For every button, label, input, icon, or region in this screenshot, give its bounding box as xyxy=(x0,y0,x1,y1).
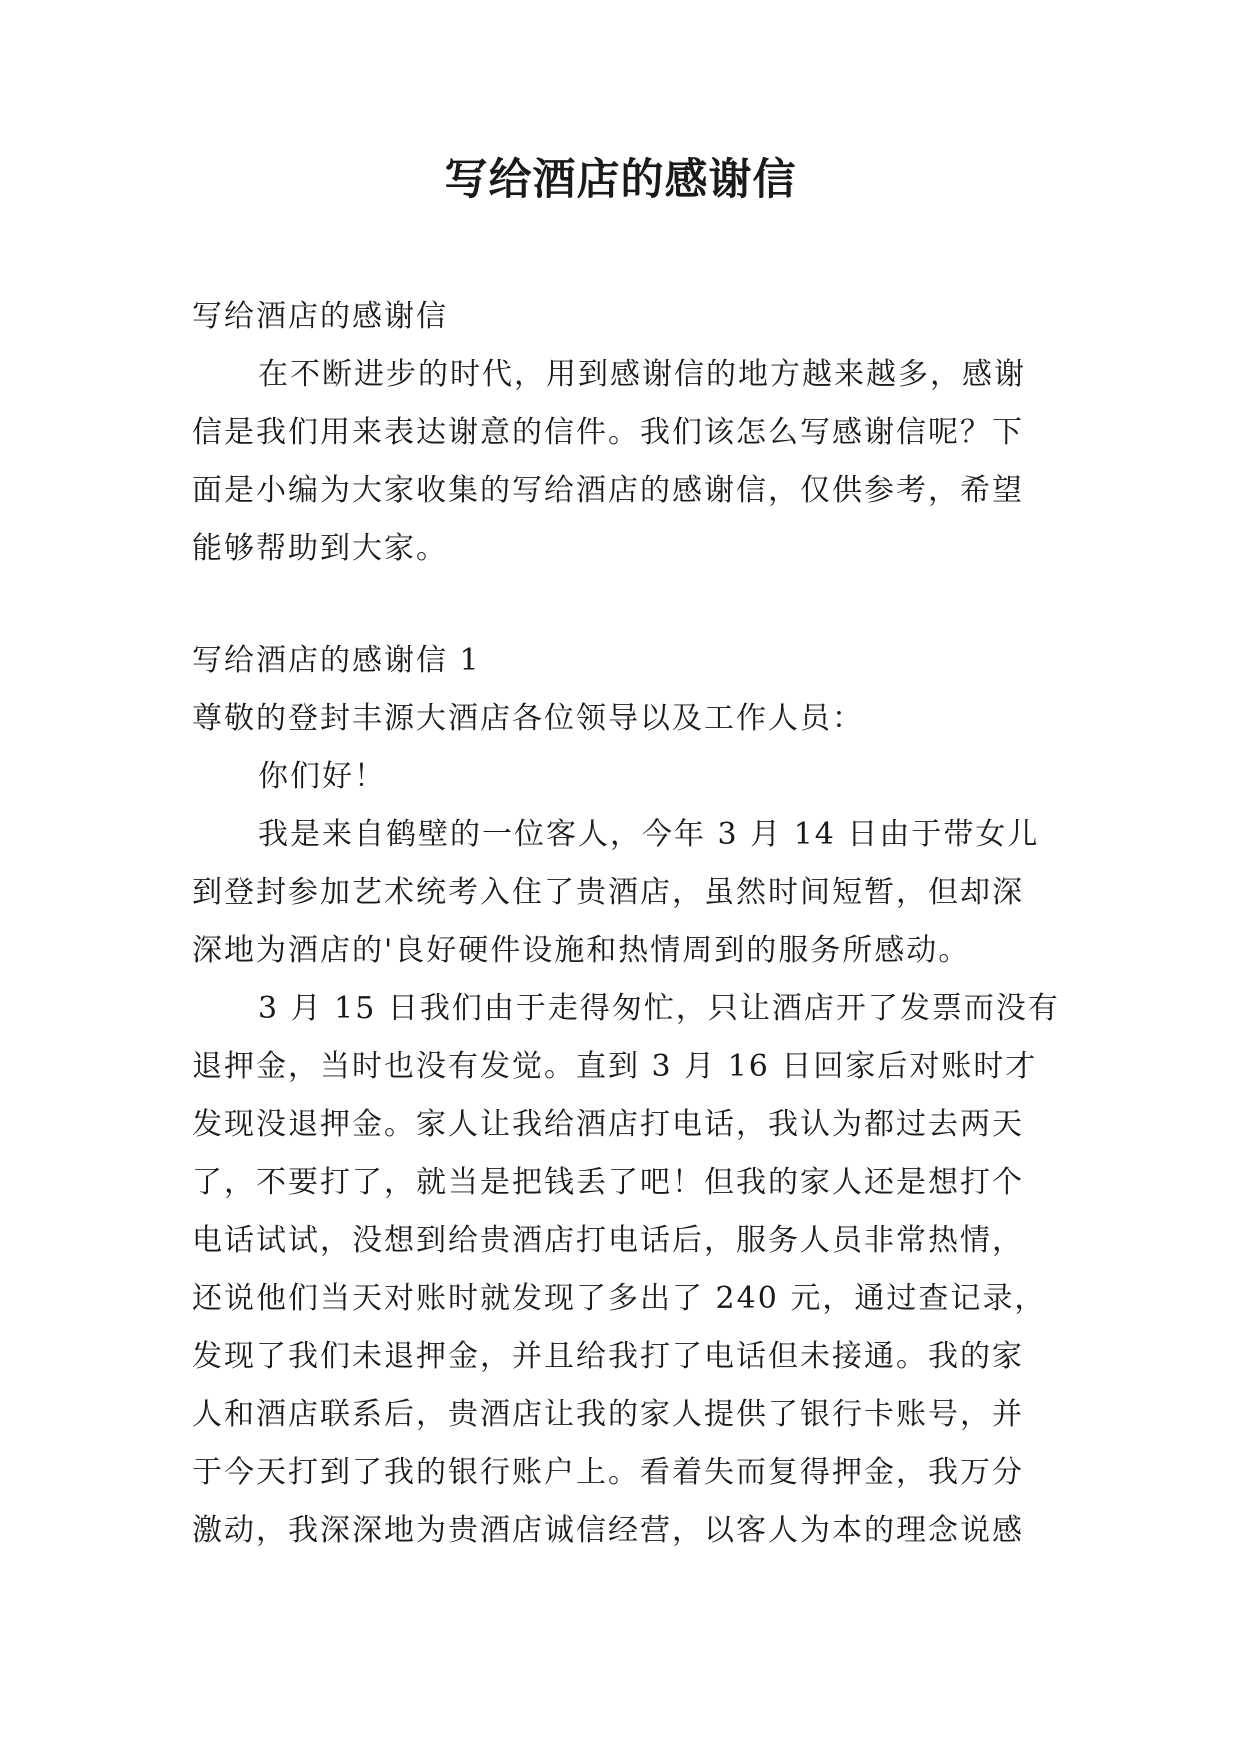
paragraph-line: 退押金，当时也没有发觉。直到 3 月 16 日回家后对账时才 xyxy=(192,1049,1038,1084)
intro-line: 面是小编为大家收集的写给酒店的感谢信，仅供参考，希望 xyxy=(192,473,1024,508)
document-title: 写给酒店的感谢信 xyxy=(444,155,797,205)
paragraph-line: 深地为酒店的'良好硬件设施和热情周到的服务所感动。 xyxy=(192,933,971,968)
paragraph-line: 发现了我们未退押金，并且给我打了电话但未接通。我的家 xyxy=(192,1339,1024,1374)
section-gap xyxy=(192,578,1072,632)
letter-paragraph-2 xyxy=(192,980,1072,1560)
paragraph-line: 电话试试，没想到给贵酒店打电话后，服务人员非常热情， xyxy=(192,1223,1024,1258)
intro-line: 在不断进步的时代，用到感谢信的地方越来越多，感谢 xyxy=(258,357,1026,392)
paragraph-line: 还说他们当天对账时就发现了多出了 240 元，通过查记录， xyxy=(192,1281,1047,1316)
paragraph-line: 发现没退押金。家人让我给酒店打电话，我认为都过去两天 xyxy=(192,1107,1024,1142)
paragraph-line: 到登封参加艺术统考入住了贵酒店，虽然时间短暂，但却深 xyxy=(192,875,1024,910)
document-body xyxy=(192,288,1072,1560)
paragraph-line: 人和酒店联系后，贵酒店让我的家人提供了银行卡账号，并 xyxy=(192,1397,1024,1432)
intro-line: 能够帮助到大家。 xyxy=(192,531,448,566)
paragraph-line: 于今天打到了我的银行账户上。看着失而复得押金，我万分 xyxy=(192,1455,1024,1490)
letter-paragraph-1 xyxy=(192,806,1072,980)
paragraph-line: 激动，我深深地为贵酒店诚信经营，以客人为本的理念说感 xyxy=(192,1513,1024,1548)
paragraph-line: 了，不要打了，就当是把钱丢了吧！但我的家人还是想打个 xyxy=(192,1165,1024,1200)
intro-paragraph xyxy=(192,346,1072,578)
greeting: 你们好！ xyxy=(258,759,386,794)
letter-heading: 写给酒店的感谢信 1 xyxy=(192,643,481,678)
subtitle: 写给酒店的感谢信 xyxy=(192,299,448,334)
salutation: 尊敬的登封丰源大酒店各位领导以及工作人员： xyxy=(192,701,864,736)
intro-line: 信是我们用来表达谢意的信件。我们该怎么写感谢信呢？下 xyxy=(192,415,1024,450)
paragraph-line: 我是来自鹤壁的一位客人，今年 3 月 14 日由于带女儿 xyxy=(258,817,1040,852)
paragraph-line: 3 月 15 日我们由于走得匆忙，只让酒店开了发票而没有 xyxy=(258,991,1060,1026)
